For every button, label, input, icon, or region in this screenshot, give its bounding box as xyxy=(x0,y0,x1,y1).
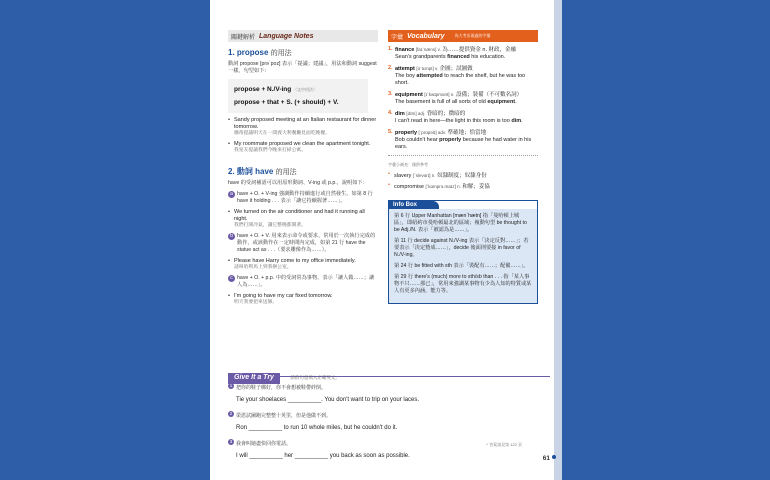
vocab-example xyxy=(395,137,538,151)
vocab-word: compromise xyxy=(394,184,424,190)
note1-title-zh: 的用法 xyxy=(270,50,292,57)
item-a-text: have + O. + V-ing 強調動作持續進行或自然發生，如第 8 行 have it holding . . . 表示「讓它持續握著……」。 xyxy=(237,191,373,204)
vocab-word: properly xyxy=(395,130,418,136)
note2-title xyxy=(228,166,378,177)
question-zh: 把你的鞋子綁好，你不會想被鞋帶絆倒。 xyxy=(236,385,327,391)
question-prompt xyxy=(228,384,550,391)
extra-vocab-item xyxy=(388,171,538,179)
item-c-text: have + O. + p.p. 中的受詞常為事物，表示「讓人做……；讓人為……」。 xyxy=(237,275,375,288)
example-text: Sean's grandparents xyxy=(395,54,448,60)
example-zh: 請叫哈利馬上到我辦公室。 xyxy=(234,265,292,270)
vocab-definition: 企圖；試圖做 xyxy=(439,66,473,72)
vocab-word: equipment xyxy=(395,92,423,98)
header-en: Vocabulary xyxy=(407,32,445,40)
vocab-word: attempt xyxy=(395,66,415,72)
try-subtitle: 請依句意填入正確英文。 xyxy=(290,375,340,380)
note1-desc: 動詞 propose [prəˋpoz] 表示「提議；建議」，用法和動詞 suggest 一樣，句型如下： xyxy=(228,61,377,74)
vocab-number: 5. xyxy=(388,129,393,135)
vocab-pronunciation: [ˋkɑmprə.maɪz] n. xyxy=(425,184,461,189)
example-text: his education. xyxy=(469,54,506,60)
vocab-number: 1. xyxy=(388,46,393,52)
page-edge-tab xyxy=(554,0,562,480)
try-question-2 xyxy=(228,412,550,431)
question-zh: 我會叫她盡快回你電話。 xyxy=(236,441,292,447)
note2-example-c xyxy=(228,293,378,306)
question-en: I will __________ her __________ you back as soon as possible. xyxy=(236,453,410,459)
example-text: because he had water in his ears. xyxy=(395,137,532,150)
info-box-title: Info Box xyxy=(389,201,439,209)
give-it-a-try-bar xyxy=(228,366,550,381)
vocab-definition: 為……提供資金 n. 財政，金融 xyxy=(442,47,517,53)
note1-example-2 xyxy=(228,141,378,154)
question-number-icon: 2 xyxy=(229,411,233,416)
example-keyword: properly xyxy=(439,137,462,143)
question-number-icon: 1 xyxy=(229,383,233,388)
info-item: 第 6 行 Upper Manhattan [mænˋhætn] 指「曼哈頓上城區」，即紐約市曼哈頓最北的區域；複動句型 be thought to be Adj./N. 表示「被認為是……」。 xyxy=(394,213,527,233)
label-b-icon: b xyxy=(228,233,235,240)
header-note: 為大考出現過的字彙 xyxy=(454,33,491,38)
try-question-1 xyxy=(228,384,550,403)
example-keyword: equipment xyxy=(487,99,516,105)
header-zh: 關鍵解析 xyxy=(231,34,256,41)
header-zh: 字彙 xyxy=(391,34,404,41)
vocab-word: dim xyxy=(395,111,405,117)
vocabulary-header xyxy=(388,30,538,42)
info-item: 第 24 行 be fitted with sth 表示「裝配有……；配備……」。 xyxy=(394,263,529,269)
info-item: 第 11 行 decide against N./V-ing 表示「決定反對……」；若要表示「決定贊成……」，decide 後面則要接 in favor of N./V-ing。 xyxy=(394,238,529,258)
vocab-item xyxy=(388,129,538,151)
note2-item-b xyxy=(228,233,378,254)
page-marker-icon xyxy=(552,455,556,459)
formula-1 xyxy=(234,83,362,96)
note2-title-zh: 的用法 xyxy=(275,169,297,176)
formula-box xyxy=(228,79,368,113)
vocab-definition: 設備；裝備（不可數名詞） xyxy=(456,92,523,98)
example-keyword: dim xyxy=(511,118,522,124)
extra-vocab-item xyxy=(388,182,538,190)
example-keyword: attempted xyxy=(416,73,443,79)
vocab-item xyxy=(388,46,538,61)
vocab-definition: 奴隸制度；奴隸身份 xyxy=(437,173,487,179)
example-text: I can't read in here—the light in this room is too xyxy=(395,118,512,124)
vocab-pronunciation: [ɪˋkwɪpmənt] n. xyxy=(424,92,455,97)
question-number-icon: 3 xyxy=(229,439,233,444)
vocabulary-column xyxy=(388,30,538,304)
example-en: • Please have Harry come to my office immediately. xyxy=(234,258,356,264)
item-b-text: have + O. + V. 用來表示命令或要求，常用於一次執行完成的動作，或該動作在一定時間內完成，如第 21 行 have the statue act as . . .（要求雕像作為……）。 xyxy=(237,233,376,253)
vocab-number: 3. xyxy=(388,91,393,97)
example-zh: 我室友提議我們今晚來打掃公寓。 xyxy=(234,148,306,153)
example-text: The boy xyxy=(395,73,417,79)
language-notes-column xyxy=(228,30,378,306)
vocab-example xyxy=(395,118,538,125)
example-text: The basement is full of all sorts of old xyxy=(395,99,488,105)
example-text: . xyxy=(521,118,523,124)
note2-item-a xyxy=(228,191,378,205)
note2-desc: have 的受詞補語可以用原形動詞、V-ing 或 p.p.，說明如下： xyxy=(228,180,368,186)
note1-title xyxy=(228,48,378,58)
try-title: Give It a Try xyxy=(228,373,280,384)
label-a-icon: a xyxy=(228,191,235,198)
vocab-pronunciation: [dɪm] adj. xyxy=(406,111,426,116)
page-number: 61 xyxy=(542,455,550,462)
note2-example-b xyxy=(228,258,378,271)
vocab-example xyxy=(395,73,538,87)
vocab-word: slavery xyxy=(394,173,412,179)
vocab-item xyxy=(388,110,538,125)
formula-1-note: （文中用法） xyxy=(293,87,318,92)
example-en: • Sandy proposed meeting at an Italian restaurant for dinner tomorrow. xyxy=(234,117,377,130)
vocab-pronunciation: [ˋprɑpəlɪ] adv. xyxy=(418,130,447,135)
note2-example-a xyxy=(228,209,378,229)
vocab-example xyxy=(395,99,538,106)
example-text: to reach the shelf, but he was too short. xyxy=(395,73,526,86)
formula-2: propose + that + S. (+ should) + V. xyxy=(234,99,339,106)
example-zh: 珊蒂提議明天在一間義大利餐廳見面吃晚餐。 xyxy=(234,131,330,136)
divider xyxy=(388,155,538,156)
note2-item-c xyxy=(228,275,378,289)
info-box-body xyxy=(389,209,537,303)
question-en: Ron __________ to run 10 whole miles, but he couldn't do it. xyxy=(236,425,398,431)
question-en: Tie your shoelaces __________. You don't want to trip on your laces. xyxy=(236,397,420,403)
vocab-item xyxy=(388,91,538,106)
answer-note: * 答案請見第 122 頁 xyxy=(486,442,522,447)
vocab-item xyxy=(388,65,538,87)
example-en: • We turned on the air conditioner and had it running all night. xyxy=(234,209,365,222)
info-box xyxy=(388,200,538,304)
example-en: • I'm going to have my car fixed tomorrow. xyxy=(234,293,333,299)
example-keyword: financed xyxy=(447,54,470,60)
question-prompt xyxy=(228,412,550,419)
example-zh: 我們打開冷氣，讓它整晚都開著。 xyxy=(234,223,306,228)
example-text: Bob couldn't hear xyxy=(395,137,440,143)
example-en: • My roommate proposed we clean the apartment tonight. xyxy=(234,141,371,147)
extra-vocab-note: 字彙小補充：僅供參考 xyxy=(388,162,428,167)
vocab-definition: 準確地；恰當地 xyxy=(447,130,487,136)
example-text: . xyxy=(515,99,517,105)
vocab-word: finance xyxy=(395,47,415,53)
note1-title-en: 1. propose xyxy=(228,48,269,57)
info-item: 第 29 行 there's (much) more to sth/sb than . . . 指「某人事物不只……那已」，常用來強調某事物有少為人知的特質或某人有更多內涵，能力等。 xyxy=(394,274,532,294)
question-zh: 榮恩試圖跑完整整十英里，但是他做不到。 xyxy=(236,413,332,419)
vocab-definition: 昏暗的；微暗的 xyxy=(426,111,466,117)
header-en: Language Notes xyxy=(259,32,314,40)
vocab-pronunciation: [faɪˋnæns] v. xyxy=(415,47,441,52)
vocab-pronunciation: [ˋslevərɪ] n. xyxy=(412,173,436,178)
vocab-pronunciation: [əˋtɛmpt] v. xyxy=(416,66,439,71)
example-zh: 明天我要把車送修。 xyxy=(234,300,278,305)
page xyxy=(210,0,562,480)
language-notes-header xyxy=(228,30,378,42)
label-c-icon: c xyxy=(228,275,235,282)
vocab-number: 4. xyxy=(388,110,393,116)
note2-title-en: 2. 動詞 have xyxy=(228,167,274,176)
formula-1-text: propose + N./V-ing xyxy=(234,86,292,93)
vocab-number: 2. xyxy=(388,65,393,71)
vocab-example xyxy=(395,54,538,61)
vocab-definition: 和解；妥協 xyxy=(462,184,490,190)
note1-example-1 xyxy=(228,117,378,137)
